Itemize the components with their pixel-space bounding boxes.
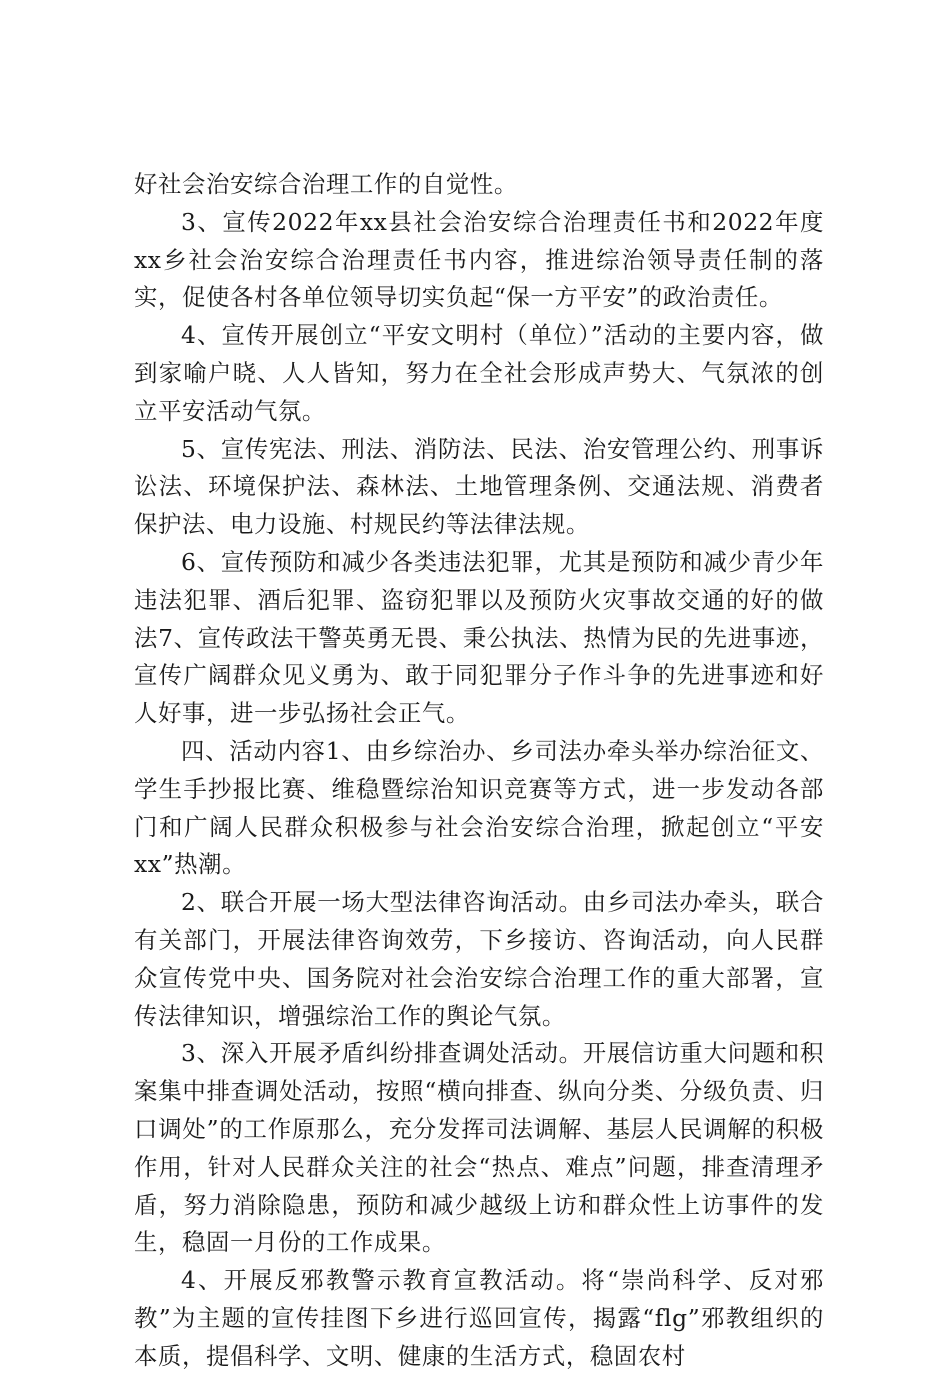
paragraph-section-4-item-4: 4、开展反邪教警示教育宣教活动。将“崇尚科学、反对邪教”为主题的宣传挂图下乡进行巡回宣传，揭露“flg”邪教组织的本质，提倡科学、文明、健康的生活方式，稳固农村 — [134, 1266, 824, 1370]
paragraph-section-4-item-2: 2、联合开展一场大型法律咨询活动。由乡司法办牵头，联合有关部门，开展法律咨询效劳，下乡接访、咨询活动，向人民群众宣传党中央、国务院对社会治安综合治理工作的重大部署，宣传法律知识，增强综治工作的舆论气氛。 — [134, 888, 824, 1030]
paragraph-continuation: 好社会治安综合治理工作的自觉性。 — [134, 170, 518, 198]
paragraph-section-4-item-3: 3、深入开展矛盾纠纷排查调处活动。开展信访重大问题和积案集中排查调处活动，按照“横向排查、纵向分类、分级负责、归口调处”的工作原那么，充分发挥司法调解、基层人民调解的积极作用，针对人民群众关注的社会“热点、难点”问题，排查清理矛盾，努力消除隐患，预防和减少越级上访和群众性上访事件的发生，稳固一月份的工作成果。 — [134, 1039, 824, 1257]
paragraph-item-3: 3、宣传2022年xx县社会治安综合治理责任书和2022年度xx乡社会治安综合治理责任书内容，推进综治领导责任制的落实，促使各村各单位领导切实负起“保一方平安”的政治责任。 — [134, 207, 824, 312]
paragraph-item-6-7: 6、宣传预防和减少各类违法犯罪，尤其是预防和减少青少年违法犯罪、酒后犯罪、盗窃犯罪以及预防火灾事故交通的好的做法7、宣传政法干警英勇无畏、秉公执法、热情为民的先进事迹，宣传广阔群众见义勇为、敢于同犯罪分子作斗争的先进事迹和好人好事，进一步弘扬社会正气。 — [134, 547, 824, 728]
paragraph-item-4: 4、宣传开展创立“平安文明村（单位）”活动的主要内容，做到家喻户晓、人人皆知，努力在全社会形成声势大、气氛浓的创立平安活动气氛。 — [134, 321, 824, 425]
paragraph-section-4-item-1: 四、活动内容1、由乡综治办、乡司法办牵头举办综治征文、学生手抄报比赛、维稳暨综治知识竞赛等方式，进一步发动各部门和广阔人民群众积极参与社会治安综合治理，掀起创立“平安xx”热潮。 — [134, 736, 824, 879]
document-body — [134, 166, 824, 1376]
paragraph-item-5: 5、宣传宪法、刑法、消防法、民法、治安管理公约、刑事诉讼法、环境保护法、森林法、土地管理条例、交通法规、消费者保护法、电力设施、村规民约等法律法规。 — [134, 434, 824, 539]
